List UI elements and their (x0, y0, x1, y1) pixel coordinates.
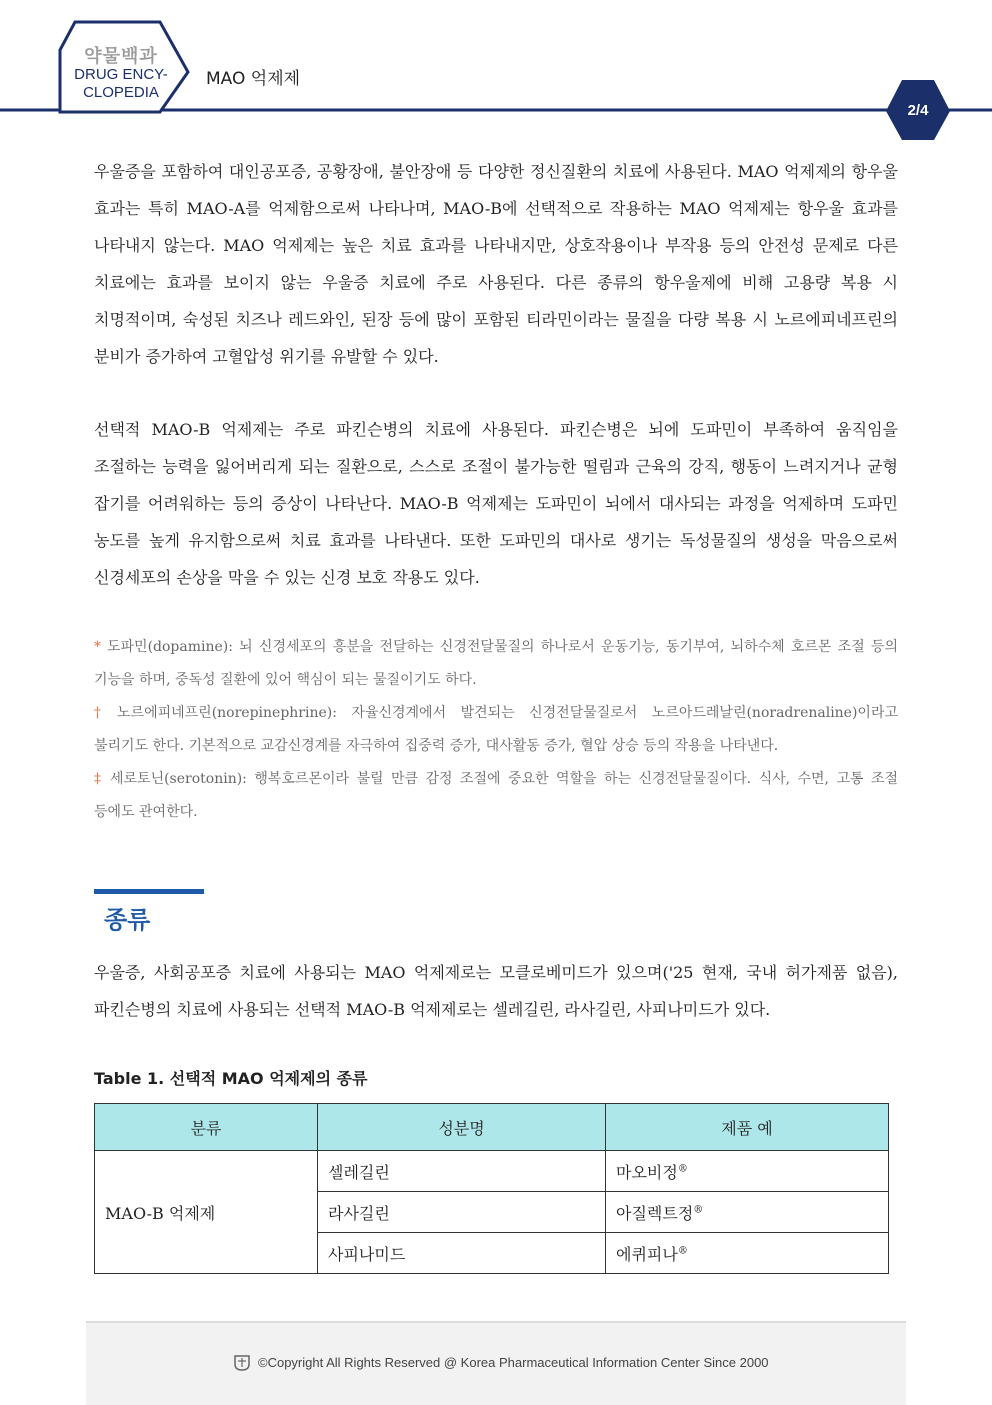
registered-mark: ® (693, 1204, 704, 1216)
product-name: 아질렉트정 (616, 1203, 694, 1223)
product-cell (606, 1233, 889, 1274)
column-header: 제품 예 (606, 1104, 889, 1151)
paragraph-types: 우울증, 사회공포증 치료에 사용되는 MAO 억제제로는 모클로베미드가 있으며('25 현재, 국내 허가제품 없음), 파킨슨병의 치료에 사용되는 선택적 MAO-B 억제제로는 셀레길린, 라사길린, 사피나미드가 있다. (94, 963, 898, 1019)
group-cell: MAO-B 억제제 (95, 1151, 318, 1274)
page-number: 2/4 (907, 102, 929, 119)
product-cell (606, 1192, 889, 1233)
ingredient-cell: 셀레길린 (318, 1151, 606, 1192)
footer (86, 1321, 906, 1405)
logo-english (56, 66, 186, 102)
parkinson-section (94, 411, 898, 596)
paragraph-parkinson-use: 선택적 MAO-B 억제제는 주로 파킨슨병의 치료에 사용된다. 파킨슨병은 뇌에 도파민이 부족하여 움직임을 조절하는 능력을 잃어버리게 되는 질환으로, 스스로 조절이 불가능한 떨림과 근육의 강직, 행동이 느려지거나 균형 잡기를 어려워하는 등의 증상이 나타난다. MAO-B 억제제는 도파민이 뇌에서 대사되는 과정을 억제하며 도파민 농도를 높게 유지함으로써 치료 효과를 나타낸다. 또한 도파민의 대사로 생기는 독성물질의 생성을 막음으로써 신경세포의 손상을 막을 수 있는 신경 보호 작용도 있다. (94, 420, 898, 587)
drug-table (94, 1103, 889, 1274)
footnote-mark: ‡ (94, 771, 104, 787)
product-name: 에퀴피나 (616, 1244, 678, 1264)
footnote-text: 노르에피네프린(norepinephrine): 자율신경계에서 발견되는 신경전달물질로서 노르아드레날린(noradrenaline)이라고 불리기도 한다. 기본적으로 교감신경계를 자극하여 집중력 증가, 대사활동 증가, 혈압 상승 등의 작용을 나타낸다. (94, 705, 899, 754)
footnote-serotonin (94, 763, 898, 829)
table-caption: Table 1. 선택적 MAO 억제제의 종류 (94, 1069, 368, 1088)
kpic-logo-icon (234, 1355, 250, 1371)
footnote-dopamine (94, 631, 898, 697)
types-section (94, 954, 898, 1028)
logo-korean: 약물백과 (84, 46, 158, 67)
footnote-text: 세로토닌(serotonin): 행복호르몬이라 불릴 만큼 감정 조절에 중요한 역할을 하는 신경전달물질이다. 식사, 수면, 고통 조절 등에도 관여한다. (94, 771, 898, 820)
document-title: MAO 억제제 (206, 69, 301, 89)
paragraph-antidepressant-use: 우울증을 포함하여 대인공포증, 공황장애, 불안장애 등 다양한 정신질환의 치료에 사용된다. MAO 억제제의 항우울 효과는 특히 MAO-A를 억제함으로써 나타나며, MAO-B에 선택적으로 작용하는 MAO 억제제는 항우울 효과를 나타내지 않는다. MAO 억제제는 높은 치료 효과를 나타내지만, 상호작용이나 부작용 등의 안전성 문제로 다른 치료에는 효과를 보이지 않는 우울증 치료에 주로 사용된다. 다른 종류의 항우울제에 비해 고용량 복용 시 치명적이며, 숙성된 치즈나 레드와인, 된장 등에 많이 포함된 티라민이라는 물질을 다량 복용 시 노르에피네프린의 분비가 증가하여 고혈압성 위기를 유발할 수 있다. (94, 162, 898, 366)
footnote-mark: † (94, 705, 112, 721)
section-accent-bar (94, 889, 204, 894)
registered-mark: ® (677, 1163, 688, 1175)
footnotes (94, 631, 898, 829)
table-row (95, 1151, 889, 1192)
footnote-norepinephrine (94, 697, 898, 763)
intro-section (94, 153, 898, 375)
product-cell (606, 1151, 889, 1192)
copyright-text: ©Copyright All Rights Reserved @ Korea Pharmaceutical Information Center Since 2000 (258, 1355, 769, 1370)
ingredient-cell: 사피나미드 (318, 1233, 606, 1274)
footnote-mark: * (94, 639, 101, 655)
section-title: 종류 (104, 906, 151, 934)
ingredient-cell: 라사길린 (318, 1192, 606, 1233)
logo-english-line2: CLOPEDIA (83, 84, 159, 101)
product-name: 마오비정 (616, 1162, 678, 1182)
column-header: 분류 (95, 1104, 318, 1151)
registered-mark: ® (677, 1245, 688, 1257)
column-header: 성분명 (318, 1104, 606, 1151)
table-header-row (95, 1104, 889, 1151)
footnote-text: 도파민(dopamine): 뇌 신경세포의 흥분을 전달하는 신경전달물질의 하나로서 운동기능, 동기부여, 뇌하수체 호르몬 조절 등의 기능을 하며, 중독성 질환에 있어 핵심이 되는 물질이기도 하다. (94, 639, 898, 688)
logo-english-line1: DRUG ENCY- (74, 66, 168, 83)
